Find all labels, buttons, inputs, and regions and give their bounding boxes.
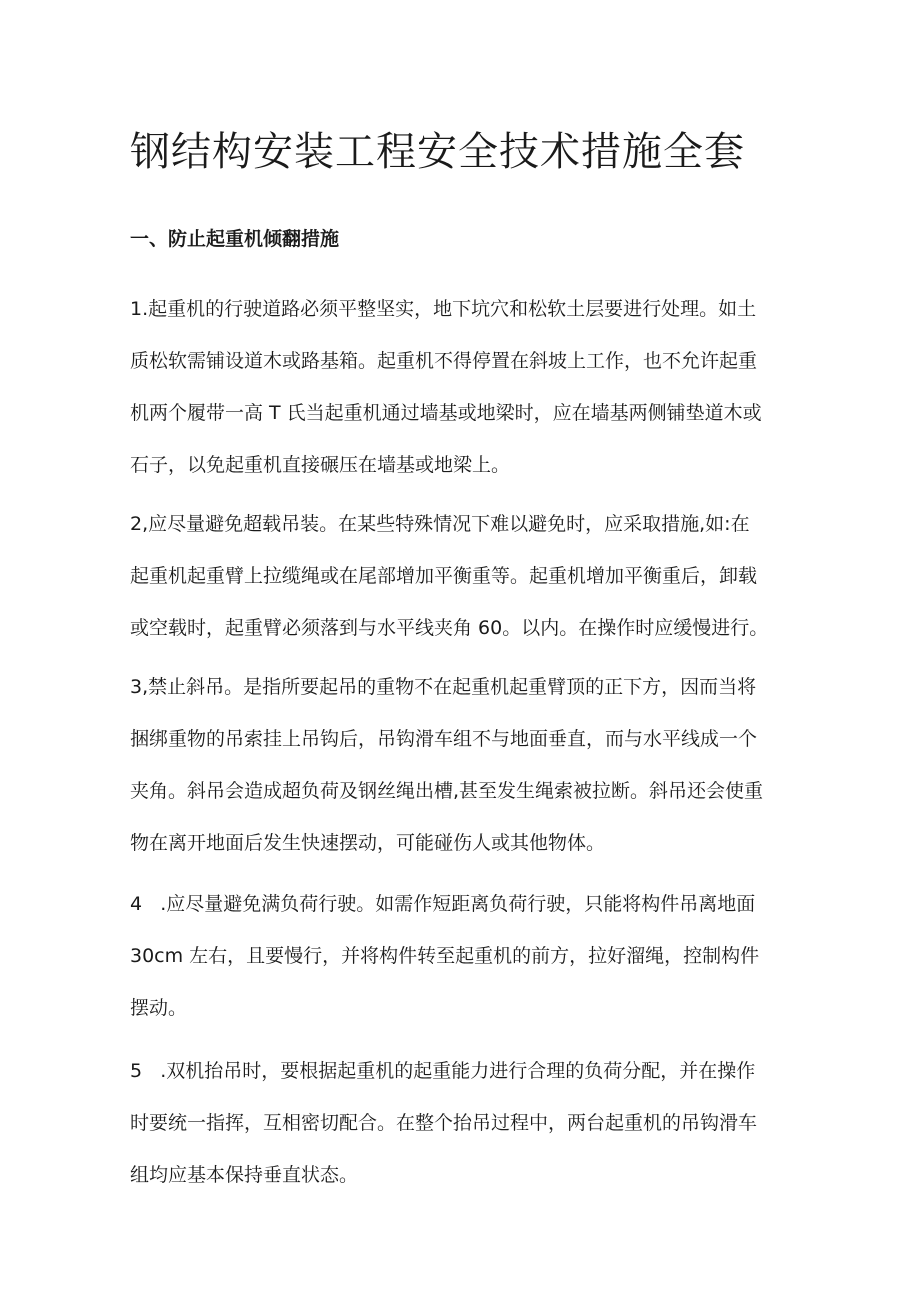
paragraph-line: 时要统一指挥，互相密切配合。在整个抬吊过程中，两台起重机的吊钩滑车 xyxy=(130,1112,758,1134)
paragraph-line: 5 .双机抬吊时，要根据起重机的起重能力进行合理的负荷分配，并在操作 xyxy=(130,1060,756,1082)
section-heading: 一、防止起重机倾翻措施 xyxy=(130,228,340,250)
paragraph-line: 质松软需铺设道木或路基箱。起重机不得停置在斜坡上工作，也不允许起重 xyxy=(130,350,758,372)
paragraph-line: 夹角。斜吊会造成超负荷及钢丝绳出槽,甚至发生绳索被拉断。斜吊还会使重 xyxy=(130,780,764,802)
paragraph-2 xyxy=(130,505,810,661)
paragraph-line: 摆动。 xyxy=(130,997,188,1019)
page-title: 钢结构安装工程安全技术措施全套 xyxy=(130,129,745,175)
paragraph-line: 3,禁止斜吊。是指所要起吊的重物不在起重机起重臂顶的正下方，因而当将 xyxy=(130,676,757,698)
paragraph-line: 或空载时，起重臂必须落到与水平线夹角 60。以内。在操作时应缓慢进行。 xyxy=(130,617,769,639)
paragraph-line: 起重机起重臂上拉缆绳或在尾部增加平衡重等。起重机增加平衡重后，卸载 xyxy=(130,565,758,587)
paragraph-line: 4 .应尽量避免满负荷行驶。如需作短距离负荷行驶，只能将构件吊离地面 xyxy=(130,893,756,915)
paragraph-line: 捆绑重物的吊索挂上吊钩后，吊钩滑车组不与地面垂直，而与水平线成一个 xyxy=(130,728,758,750)
paragraph-5 xyxy=(130,1052,810,1208)
paragraph-line: 机两个履带一高 T 氏当起重机通过墙基或地梁时，应在墙基两侧铺垫道木或 xyxy=(130,402,762,424)
paragraph-line: 石子，以免起重机直接碾压在墙基或地梁上。 xyxy=(130,454,511,476)
paragraph-line: 物在离开地面后发生快速摆动，可能碰伤人或其他物体。 xyxy=(130,832,606,854)
paragraph-line: 30cm 左右，且要慢行，并将构件转至起重机的前方，拉好溜绳，控制构件 xyxy=(130,945,760,967)
paragraph-1 xyxy=(130,290,810,498)
paragraph-line: 2,应尽量避免超载吊装。在某些特殊情况下难以避免时，应采取措施,如:在 xyxy=(130,513,750,535)
paragraph-4 xyxy=(130,885,810,1041)
paragraph-line: 组均应基本保持垂直状态。 xyxy=(130,1164,359,1186)
paragraph-line: 1.起重机的行驶道路必须平整坚实，地下坑穴和松软土层要进行处理。如土 xyxy=(130,298,757,320)
paragraph-3 xyxy=(130,668,810,876)
